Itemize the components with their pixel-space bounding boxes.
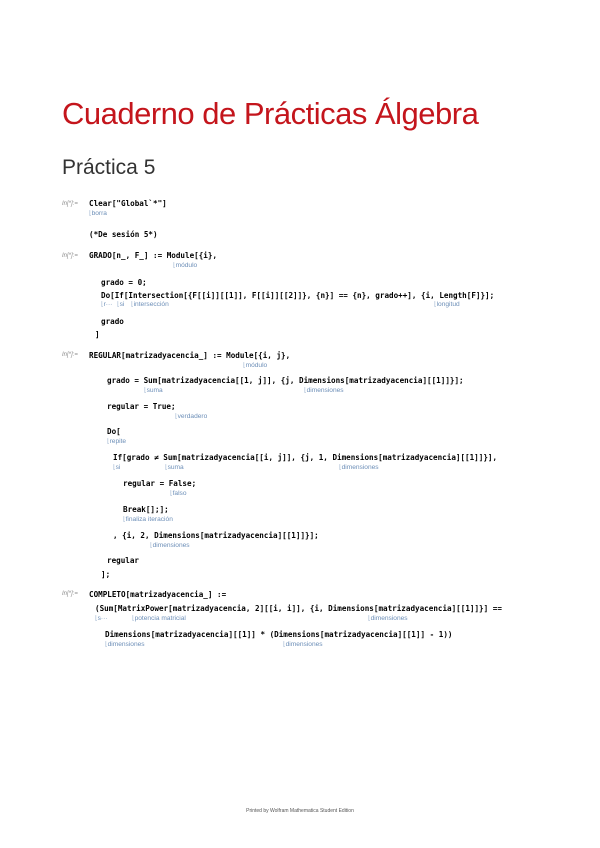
autocomplete-hint: ⌊si bbox=[117, 301, 125, 308]
code-line[interactable]: regular = False; bbox=[123, 479, 197, 488]
autocomplete-hint: ⌊dimensiones bbox=[105, 641, 145, 648]
autocomplete-hint: ⌊s··· bbox=[95, 615, 108, 622]
autocomplete-hint: ⌊si bbox=[113, 464, 121, 471]
code-line[interactable]: regular bbox=[107, 556, 140, 565]
code-line[interactable]: If[grado ≠ Sum[matrizadyacencia[[i, j]], {j, 1, Dimensions[matrizadyacencia][[1]]}], bbox=[113, 453, 498, 462]
input-label: In[*]:= bbox=[62, 352, 78, 358]
code-line[interactable]: grado bbox=[101, 317, 124, 326]
code-line[interactable]: Dimensions[matrizadyacencia][[1]] * (Dimensions[matrizadyacencia][[1]] - 1)) bbox=[105, 630, 453, 639]
autocomplete-hint: ⌊dimensiones bbox=[304, 387, 344, 394]
autocomplete-hint: ⌊dimensiones bbox=[368, 615, 408, 622]
autocomplete-hint: ⌊módulo bbox=[243, 362, 268, 369]
autocomplete-hint: ⌊dimensiones bbox=[283, 641, 323, 648]
code-line[interactable]: Clear["Global`*"] bbox=[89, 199, 167, 208]
autocomplete-hint: ⌊longitud bbox=[434, 301, 460, 308]
notebook-title: Cuaderno de Prácticas Álgebra bbox=[62, 96, 479, 131]
code-line[interactable]: Do[ bbox=[107, 427, 121, 436]
autocomplete-hint: ⌊intersección bbox=[131, 301, 169, 308]
autocomplete-hint: ⌊dimensiones bbox=[339, 464, 379, 471]
autocomplete-hint: ⌊falso bbox=[170, 490, 187, 497]
autocomplete-hint: ⌊suma bbox=[144, 387, 163, 394]
code-line[interactable]: grado = 0; bbox=[101, 278, 147, 287]
section-title: Práctica 5 bbox=[62, 156, 156, 179]
comment-line: (*De sesión 5*) bbox=[89, 230, 158, 239]
autocomplete-hint: ⌊verdadero bbox=[175, 413, 208, 420]
autocomplete-hint: ⌊r··· bbox=[101, 301, 113, 308]
autocomplete-hint: ⌊potencia matricial bbox=[132, 615, 186, 622]
code-line[interactable]: regular = True; bbox=[107, 402, 176, 411]
input-label: In[*]:= bbox=[62, 253, 78, 259]
code-line[interactable]: , {i, 2, Dimensions[matrizadyacencia][[1]]}]; bbox=[113, 531, 319, 540]
code-line[interactable]: ]; bbox=[101, 570, 111, 579]
code-line[interactable]: (Sum[MatrixPower[matrizadyacencia, 2][[i, i]], {i, Dimensions[matrizadyacencia][[1]]}] == bbox=[95, 604, 502, 613]
print-footer: Printed by Wolfram Mathematica Student Edition bbox=[246, 808, 354, 814]
code-line[interactable]: REGULAR[matrizadyacencia_] := Module[{i, j}, bbox=[89, 351, 291, 360]
autocomplete-hint: ⌊suma bbox=[165, 464, 184, 471]
code-line[interactable]: GRADO[n_, F_] := Module[{i}, bbox=[89, 251, 218, 260]
autocomplete-hint: ⌊finaliza iteración bbox=[123, 516, 173, 523]
input-label: In[*]:= bbox=[62, 591, 78, 597]
autocomplete-hint: ⌊repite bbox=[107, 438, 127, 445]
code-line[interactable]: ] bbox=[95, 330, 100, 339]
autocomplete-hint: ⌊módulo bbox=[173, 262, 198, 269]
code-line[interactable]: Do[If[Intersection[{F[[i]][[1]], F[[i]][[2]]}, {n}] == {n}, grado++], {i, Length[F]}]; bbox=[101, 291, 495, 300]
code-line[interactable]: COMPLETO[matrizadyacencia_] := bbox=[89, 590, 227, 599]
autocomplete-hint: ⌊dimensiones bbox=[150, 542, 190, 549]
code-line[interactable]: grado = Sum[matrizadyacencia[[1, j]], {j, Dimensions[matrizadyacencia][[1]]}]; bbox=[107, 376, 464, 385]
autocomplete-hint: ⌊borra bbox=[89, 210, 107, 217]
code-line[interactable]: Break[];]; bbox=[123, 505, 169, 514]
input-label: In[*]:= bbox=[62, 201, 78, 207]
